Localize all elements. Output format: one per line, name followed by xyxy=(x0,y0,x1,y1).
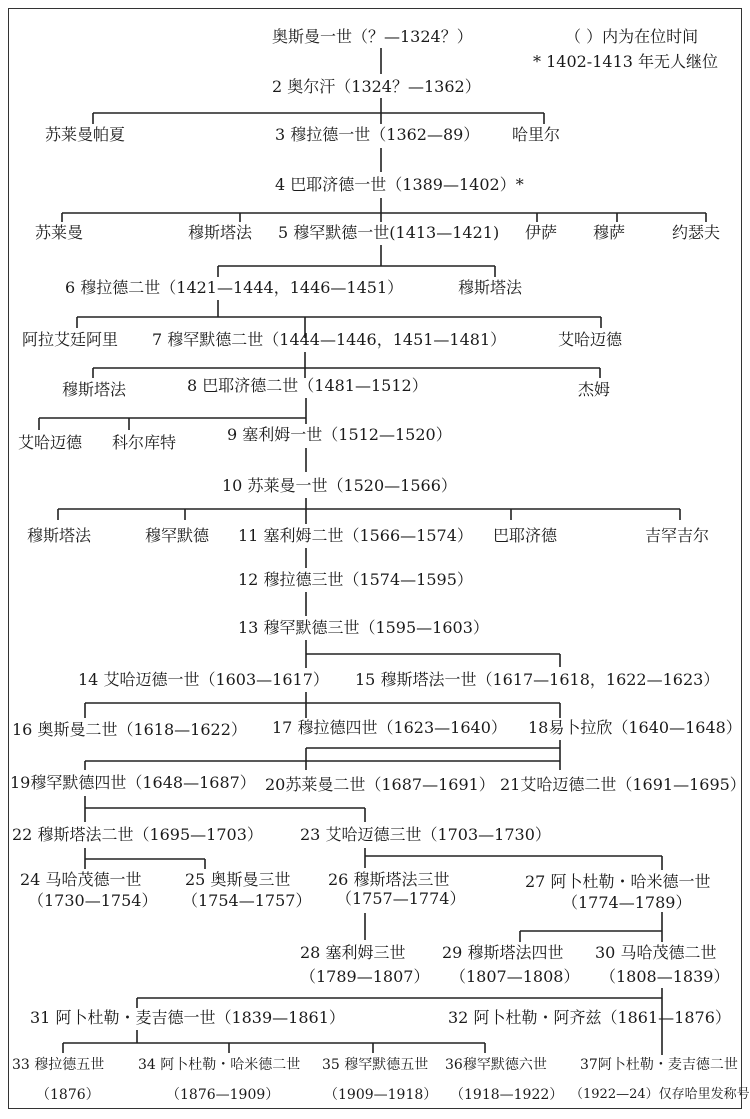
sibling-node: 艾哈迈德 xyxy=(18,433,83,452)
reign-dates: （1922—24）仅存哈里发称号 xyxy=(570,1087,750,1102)
reign-dates: （1757—1774） xyxy=(336,889,466,908)
sultan-node: 25 奥斯曼三世 xyxy=(185,870,291,889)
sultan-node: 13 穆罕默德三世（1595—1603） xyxy=(238,618,489,637)
reign-dates: （1918—1922） xyxy=(450,1087,564,1103)
sultan-node: 9 塞利姆一世（1512—1520） xyxy=(227,425,452,444)
legend-note-interregnum: * 1402-1413 年无人继位 xyxy=(533,52,719,71)
sultan-node: 奥斯曼一世（？—1324？） xyxy=(272,27,473,46)
sultan-node: 21艾哈迈德二世（1691—1695） xyxy=(500,775,746,794)
legend-note-reign: （ ）内为在位时间 xyxy=(565,27,699,46)
sibling-node: 杰姆 xyxy=(578,380,611,399)
sibling-node: 约瑟夫 xyxy=(672,223,721,242)
sultan-node: 34 阿卜杜勒・哈米德二世 xyxy=(138,1057,301,1073)
sultan-node: 33 穆拉德五世 xyxy=(12,1057,105,1073)
reign-dates: （1808—1839） xyxy=(600,967,730,986)
sibling-node: 穆斯塔法 xyxy=(458,278,523,297)
reign-dates: （1754—1757） xyxy=(182,891,312,910)
reign-dates: （1789—1807） xyxy=(300,967,430,986)
sibling-node: 艾哈迈德 xyxy=(558,330,623,349)
reign-dates: （1876—1909） xyxy=(166,1087,280,1103)
sultan-node: 36穆罕默德六世 xyxy=(445,1057,547,1073)
sultan-node: 15 穆斯塔法一世（1617—1618，1622—1623） xyxy=(355,670,720,689)
sultan-node: 28 塞利姆三世 xyxy=(300,943,406,962)
sultan-node: 6 穆拉德二世（1421—1444，1446—1451） xyxy=(65,278,404,297)
sultan-node: 16 奥斯曼二世（1618—1622） xyxy=(12,720,247,739)
sibling-node: 穆斯塔法 xyxy=(62,380,127,399)
sultan-node: 5 穆罕默德一世(1413—1421) xyxy=(278,223,500,242)
sibling-node: 巴耶济德 xyxy=(493,526,558,545)
sultan-node: 37阿卜杜勒・麦吉德二世 xyxy=(580,1057,738,1073)
sultan-node: 22 穆斯塔法二世（1695—1703） xyxy=(12,825,263,844)
reign-dates: （1730—1754） xyxy=(28,891,158,910)
sibling-node: 穆萨 xyxy=(593,223,626,242)
sultan-node: 23 艾哈迈德三世（1703—1730） xyxy=(300,825,551,844)
sibling-node: 科尔库特 xyxy=(112,433,177,452)
sibling-node: 苏莱曼帕夏 xyxy=(45,125,126,144)
reign-dates: （1909—1918） xyxy=(324,1087,438,1103)
sibling-node: 伊萨 xyxy=(525,223,558,242)
sibling-node: 穆罕默德 xyxy=(145,526,210,545)
sultan-node: 19穆罕默德四世（1648—1687） xyxy=(10,773,256,792)
sibling-node: 穆斯塔法 xyxy=(27,526,92,545)
sultan-node: 18易卜拉欣（1640—1648） xyxy=(528,718,742,737)
sultan-node: 7 穆罕默德二世（1444—1446，1451—1481） xyxy=(152,330,507,349)
sultan-node: 8 巴耶济德二世（1481—1512） xyxy=(187,376,428,395)
sibling-node: 苏莱曼 xyxy=(35,223,84,242)
sibling-node: 吉罕吉尔 xyxy=(645,526,710,545)
sultan-node: 2 奥尔汗（1324？—1362） xyxy=(272,77,481,96)
sultan-node: 4 巴耶济德一世（1389—1402）* xyxy=(275,175,524,194)
sibling-node: 穆斯塔法 xyxy=(188,223,253,242)
sultan-node: 20苏莱曼二世（1687—1691） xyxy=(265,775,495,794)
sibling-node: 哈里尔 xyxy=(512,125,561,144)
sultan-node: 14 艾哈迈德一世（1603—1617） xyxy=(78,670,329,689)
sultan-node: 17 穆拉德四世（1623—1640） xyxy=(272,718,507,737)
sultan-node: 32 阿卜杜勒・阿齐兹（1861—1876） xyxy=(448,1008,731,1027)
sultan-node: 30 马哈茂德二世 xyxy=(595,943,717,962)
sultan-node: 29 穆斯塔法四世 xyxy=(442,943,564,962)
sultan-node: 27 阿卜杜勒・哈米德一世 xyxy=(525,872,711,891)
sultan-node: 24 马哈茂德一世 xyxy=(20,870,142,889)
reign-dates: （1876） xyxy=(36,1087,100,1103)
sultan-node: 10 苏莱曼一世（1520—1566） xyxy=(222,476,457,495)
reign-dates: （1807—1808） xyxy=(450,967,580,986)
reign-dates: （1774—1789） xyxy=(562,893,692,912)
sultan-node: 35 穆罕默德五世 xyxy=(322,1057,429,1073)
sultan-node: 31 阿卜杜勒・麦吉德一世（1839—1861） xyxy=(30,1008,345,1027)
sibling-node: 阿拉艾廷阿里 xyxy=(22,330,119,349)
sultan-node: 26 穆斯塔法三世 xyxy=(328,870,450,889)
sultan-node: 11 塞利姆二世（1566—1574） xyxy=(238,526,473,545)
sultan-node: 3 穆拉德一世（1362—89） xyxy=(275,125,480,144)
sultan-node: 12 穆拉德三世（1574—1595） xyxy=(238,570,473,589)
